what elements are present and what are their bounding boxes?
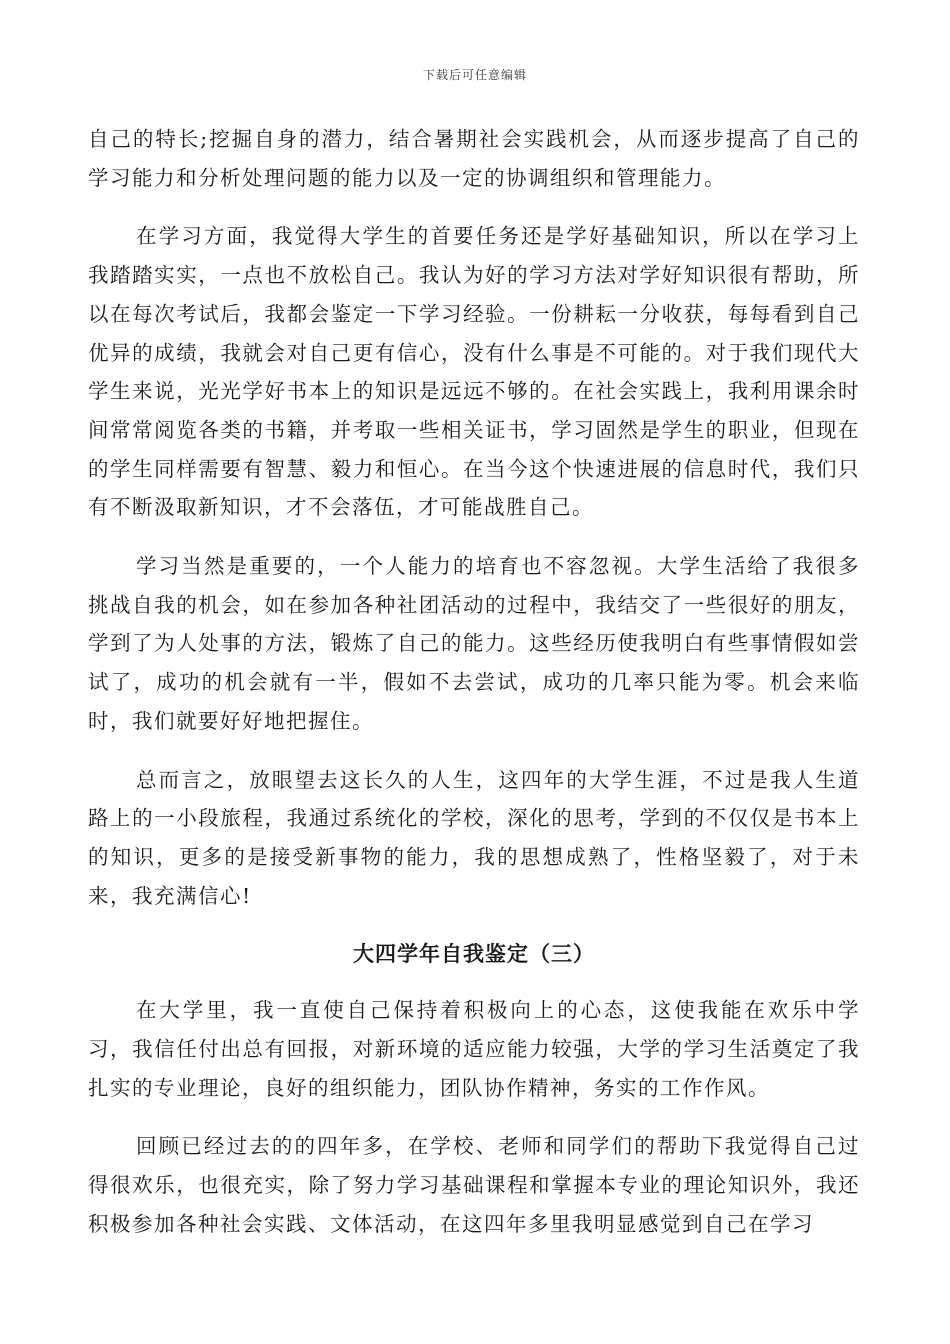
paragraph-review: 回顾已经过去的的四年多，在学校、老师和同学们的帮助下我觉得自己过得很欢乐，也很充实，除了努力学习基础课程和掌握本专业的理论知识外，我还积极参加各种社会实践、文体活动，在这四年多里我明显感觉到自己在学习 [88,1134,860,1236]
paragraph-continued: 自己的特长;挖掘自身的潜力，结合暑期社会实践机会，从而逐步提高了自己的学习能力和分析处理问题的能力以及一定的协调组织和管理能力。 [88,127,860,190]
paragraph-attitude: 在大学里，我一直使自己保持着积极向上的心态，这使我能在欢乐中学习，我信任付出总有回报，对新环境的适应能力较强，大学的学习生活奠定了我扎实的专业理论，良好的组织能力，团队协作精神，务实的工作作风。 [88,998,860,1100]
document-body [88,120,860,1264]
paragraph-summary: 总而言之，放眼望去这长久的人生，这四年的大学生涯，不过是我人生道路上的一小段旅程，我通过系统化的学校，深化的思考，学到的不仅仅是书本上的知识，更多的是接受新事物的能力，我的思想成熟了，性格坚毅了，对于未来，我充满信心! [88,767,860,908]
paragraph-study: 在学习方面，我觉得大学生的首要任务还是学好基础知识，所以在学习上我踏踏实实，一点也不放松自己。我认为好的学习方法对学好知识很有帮助，所以在每次考试后，我都会鉴定一下学习经验。一份耕耘一分收获，每每看到自己优异的成绩，我就会对自己更有信心，没有什么事是不可能的。对于我们现代大学生来说，光光学好书本上的知识是远远不够的。在社会实践上，我利用课余时间常常阅览各类的书籍，并考取一些相关证书，学习固然是学生的职业，但现在的学生同样需要有智慧、毅力和恒心。在当今这个快速进展的信息时代，我们只有不断汲取新知识，才不会落伍，才可能战胜自己。 [88,224,860,520]
page-header-note: 下载后可任意编辑 [422,68,527,82]
section-title: 大四学年自我鉴定（三） [353,942,595,967]
paragraph-ability: 学习当然是重要的，一个人能力的培育也不容忽视。大学生活给了我很多挑战自我的机会，如在参加各种社团活动的过程中，我结交了一些很好的朋友，学到了为人处事的方法，锻炼了自己的能力。这些经历使我明白有些事情假如尝试了，成功的机会就有一半，假如不去尝试，成功的几率只能为零。机会来临时，我们就要好好地把握住。 [88,554,860,733]
